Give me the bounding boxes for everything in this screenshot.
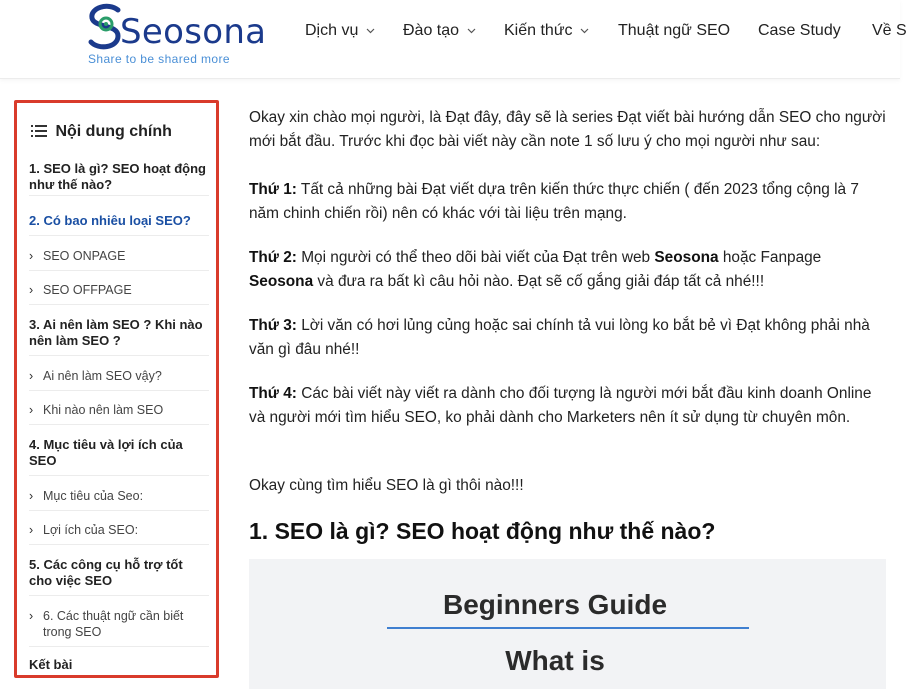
toc-subitem[interactable]: [29, 488, 209, 511]
nav-item-ve-seosona[interactable]: [872, 22, 907, 40]
hero-divider: [387, 627, 749, 629]
chevron-down-icon: [366, 28, 375, 34]
note-paragraph: [249, 314, 889, 362]
nav-item-thuat-ngu-seo[interactable]: [618, 22, 730, 40]
toc-item[interactable]: [29, 657, 209, 675]
nav-item-kien-thuc[interactable]: [504, 22, 589, 40]
hero-title: Beginners Guide: [442, 589, 668, 620]
note-text: hoặc Fanpage: [718, 249, 822, 266]
intro-paragraph: Okay xin chào mọi người, là Đạt đây, đây sẽ là series Đạt viết bài hướng dẫn SEO cho người mới bắt đầu. Trước khi đọc bài viết này cần note 1 số lưu ý cho mọi người như sau:: [249, 109, 886, 150]
brand-name: Seosona: [120, 12, 267, 52]
note-paragraph: [249, 246, 889, 294]
table-of-contents: [14, 100, 219, 678]
chevron-right-icon: ›: [29, 489, 34, 503]
toc-item-label: Kết bài: [29, 657, 73, 672]
toc-item-label: SEO ONPAGE: [43, 249, 126, 263]
toc-item[interactable]: [29, 161, 209, 196]
site-header: [0, 0, 907, 79]
chevron-right-icon: ›: [29, 369, 34, 383]
toc-subitem[interactable]: [29, 522, 209, 545]
toc-item-label: Lợi ích của SEO:: [43, 523, 139, 537]
toc-item-label: SEO OFFPAGE: [43, 283, 132, 297]
toc-item-label: Khi nào nên làm SEO: [43, 403, 164, 417]
note-label: Thứ 4:: [249, 385, 297, 402]
brand-logo[interactable]: [88, 2, 267, 68]
chevron-right-icon: ›: [29, 403, 34, 417]
chevron-right-icon: ›: [29, 283, 34, 297]
toc-subitem[interactable]: [29, 282, 209, 305]
note-label: Thứ 2:: [249, 249, 297, 266]
toc-subitem[interactable]: [29, 608, 209, 647]
nav-item-dao-tao[interactable]: [403, 22, 476, 40]
note-paragraph: [249, 382, 889, 430]
note-text: Mọi người có thể theo dõi bài viết của Đạt trên web: [296, 249, 655, 266]
toc-item[interactable]: [29, 317, 209, 356]
nav-item-label: Thuật ngữ SEO: [618, 22, 731, 39]
nav-item-label: Case Study: [758, 22, 841, 39]
nav-item-label: Dịch vụ: [305, 22, 359, 39]
note-text: Tất cả những bài Đạt viết dựa trên kiến thức thực chiến ( đến 2023 tổng cộng là 7 năm chinh chiến rồi) nên có khác với tài liệu trên mạng.: [249, 181, 859, 222]
list-icon: [31, 124, 47, 138]
hero-image: [249, 559, 886, 689]
chevron-down-icon: [467, 28, 476, 34]
note-text: và đưa ra bất kì câu hỏi nào. Đạt sẽ cố gắng giải đáp tất cả nhé!!!: [313, 273, 765, 290]
outro-paragraph: Okay cùng tìm hiểu SEO là gì thôi nào!!!: [249, 477, 524, 494]
toc-item-label: 4. Mục tiêu và lợi ích của SEO: [29, 437, 183, 468]
brand-tagline: Share to be shared more: [88, 52, 230, 66]
chevron-right-icon: ›: [29, 609, 34, 623]
nav-item-label: Kiến thức: [504, 22, 573, 39]
toc-subitem[interactable]: [29, 368, 209, 391]
seosona-logo-icon: [88, 4, 124, 52]
toc-item-label: 6. Các thuật ngữ cần biết trong SEO: [43, 609, 184, 639]
toc-item[interactable]: [29, 437, 209, 476]
toc-subitem[interactable]: [29, 248, 209, 271]
note-paragraph: [249, 178, 889, 226]
note-text: Lời văn có hơi lủng củng hoặc sai chính tả vui lòng ko bắt bẻ vì Đạt không phải nhà văn gì đâu nhé!!: [249, 317, 870, 358]
note-label: Thứ 3:: [249, 317, 297, 334]
toc-item-label: 3. Ai nên làm SEO ? Khi nào nên làm SEO ?: [29, 317, 203, 348]
toc-item-label: 5. Các công cụ hỗ trợ tốt cho việc SEO: [29, 557, 183, 588]
toc-subitem[interactable]: [29, 402, 209, 425]
hero-subtitle: What is: [505, 645, 605, 676]
chevron-right-icon: ›: [29, 523, 34, 537]
chevron-right-icon: ›: [29, 249, 34, 263]
section-heading: 1. SEO là gì? SEO hoạt động như thế nào?: [249, 518, 716, 544]
nav-item-case-study[interactable]: [758, 22, 841, 40]
toc-item-label: 1. SEO là gì? SEO hoạt động như thế nào?: [29, 161, 206, 192]
toc-item-label: Ai nên làm SEO vậy?: [43, 369, 162, 383]
toc-item[interactable]: [29, 557, 209, 596]
brand-link[interactable]: Seosona: [249, 273, 314, 290]
toc-title-label: Nội dung chính: [55, 123, 172, 140]
note-label: Thứ 1:: [249, 181, 297, 198]
toc-item-label: Mục tiêu của Seo:: [43, 489, 144, 503]
toc-item-label: 2. Có bao nhiêu loại SEO?: [29, 213, 191, 228]
note-text: Các bài viết này viết ra dành cho đối tượng là người mới bắt đầu kinh doanh Online và người mới tìm hiểu SEO, ko phải dành cho Marketers nên ít sử dụng từ chuyên môn.: [249, 385, 872, 426]
nav-item-label: Đào tạo: [403, 22, 460, 39]
brand-link[interactable]: Seosona: [654, 249, 719, 266]
nav-item-label: Về S: [872, 22, 907, 39]
toc-title[interactable]: [31, 123, 172, 141]
nav-item-dich-vu[interactable]: [305, 22, 375, 40]
toc-item-active[interactable]: [29, 213, 209, 236]
chevron-down-icon: [580, 28, 589, 34]
